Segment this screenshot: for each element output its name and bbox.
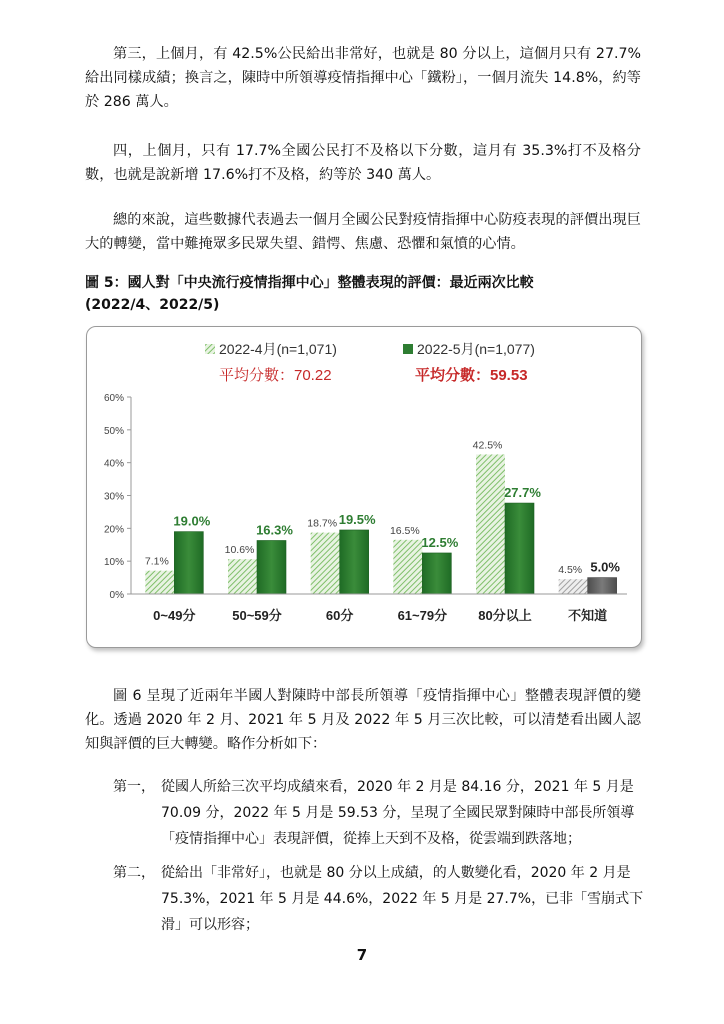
bar-chart: [87, 327, 641, 647]
list-item-text-line1: 從國人所給三次平均成績來看，2020 年 2 月是 84.16 分，2021 年 5 月是: [161, 779, 634, 795]
bar-2022-05: [588, 578, 617, 594]
y-tick-label: 0%: [109, 590, 124, 601]
bar-2022-05: [257, 540, 286, 594]
value-label-2022-05: 5.0%: [590, 559, 620, 575]
value-labels: [145, 439, 621, 576]
legend-swatch-2022-05: [403, 344, 413, 354]
category-label: 80分以上: [478, 608, 532, 623]
value-label-2022-04: 18.7%: [307, 517, 338, 530]
x-axis: [131, 594, 627, 623]
list-item-text-rest: 75.3%，2021 年 5 月是 44.6%，2022 年 5 月是 27.7%，已非「雪崩式下滑」可以形容；: [161, 891, 644, 933]
value-label-2022-05: 19.0%: [173, 513, 211, 529]
bar-2022-04: [228, 559, 257, 594]
category-label: 60分: [325, 608, 354, 623]
value-label-2022-04: 4.5%: [558, 564, 583, 577]
paragraph-fourth: 四，上個月，只有 17.7%全國公民打不及格以下分數，這月有 35.3%打不及格分數，也就是說新增 17.6%打不及格，約等於 340 萬人。: [85, 143, 641, 183]
value-label-2022-05: 12.5%: [421, 534, 459, 550]
bar-2022-04: [311, 533, 340, 594]
y-tick-label: 10%: [103, 557, 124, 569]
chart-frame: [86, 326, 642, 648]
legend-label-2022-04: 2022-4月(n=1,071): [219, 341, 337, 357]
page-number: 7: [356, 946, 368, 964]
paragraph-third: 第三，上個月，有 42.5%公民給出非常好，也就是 80 分以上，這個月只有 27.7%給出同樣成績；換言之，陳時中所領導疫情指揮中心「鐵粉」，一個月流失 14.8%，約等於 286 萬人。: [85, 46, 641, 110]
list-item-label: 第二，: [113, 865, 155, 881]
bar-2022-04: [393, 540, 422, 594]
value-label-2022-05: 27.7%: [504, 485, 541, 501]
figure-caption-title: 圖 5：國人對「中央流行疫情指揮中心」整體表現的評價：最近兩次比較: [85, 275, 534, 291]
figure-caption: [85, 272, 645, 316]
y-tick-label: 40%: [103, 458, 124, 470]
figure-caption-date: (2022/4、2022/5): [85, 297, 220, 313]
bar-2022-04: [476, 454, 505, 594]
bar-2022-05: [174, 532, 203, 594]
value-label-2022-04: 42.5%: [472, 439, 503, 452]
legend-label-2022-05: 2022-5月(n=1,077): [417, 341, 535, 357]
list-item-text-rest: 70.09 分，2022 年 5 月是 59.53 分，呈現了全國民眾對陳時中部長所領導「疫情指揮中心」表現評價，從捧上天到不及格，從雲端到跌落地；: [161, 805, 635, 847]
category-label: 50~59分: [232, 608, 282, 623]
y-tick-label: 30%: [103, 491, 124, 503]
bars: [145, 454, 616, 594]
list-item-second: [113, 860, 645, 938]
value-label-2022-04: 16.5%: [389, 524, 420, 537]
value-label-2022-04: 7.1%: [144, 555, 169, 568]
category-label: 61~79分: [397, 608, 448, 623]
y-axis: [104, 393, 131, 601]
average-score-2022-04: 平均分數：70.22: [219, 367, 332, 384]
value-label-2022-05: 16.3%: [256, 522, 293, 538]
y-tick-label: 60%: [103, 393, 124, 404]
chart-legend: [205, 341, 535, 384]
legend-swatch-2022-04: [205, 344, 215, 354]
list-item-first: [113, 774, 645, 852]
value-label-2022-04: 10.6%: [224, 544, 255, 557]
average-score-2022-05: 平均分數：59.53: [415, 367, 528, 384]
list-item-text-line1: 從給出「非常好」，也就是 80 分以上成績，的人數變化看，2020 年 2 月是: [161, 865, 631, 881]
paragraph-figure6: 圖 6 呈現了近兩年半國人對陳時中部長所領導「疫情指揮中心」整體表現評價的變化。透過 2020 年 2 月、2021 年 5 月及 2022 年 5 月三次比較，可以清楚看出國人認知與評價的巨大轉變。略作分析如下：: [85, 688, 641, 752]
bar-2022-04: [145, 571, 174, 594]
bar-2022-05: [422, 553, 451, 594]
bar-2022-04: [559, 579, 588, 594]
bar-2022-05: [505, 503, 534, 594]
y-tick-label: 50%: [103, 425, 124, 437]
list-item-label: 第一，: [113, 779, 155, 795]
y-tick-label: 20%: [103, 524, 124, 536]
category-label: 0~49分: [153, 608, 196, 623]
category-label: 不知道: [568, 608, 608, 623]
value-label-2022-05: 19.5%: [338, 511, 376, 527]
bar-2022-05: [340, 530, 369, 594]
paragraph-summary: 總的來說，這些數據代表過去一個月全國公民對疫情指揮中心防疫表現的評價出現巨大的轉變，當中難掩眾多民眾失望、錯愕、焦慮、恐懼和氣憤的心情。: [85, 212, 641, 252]
